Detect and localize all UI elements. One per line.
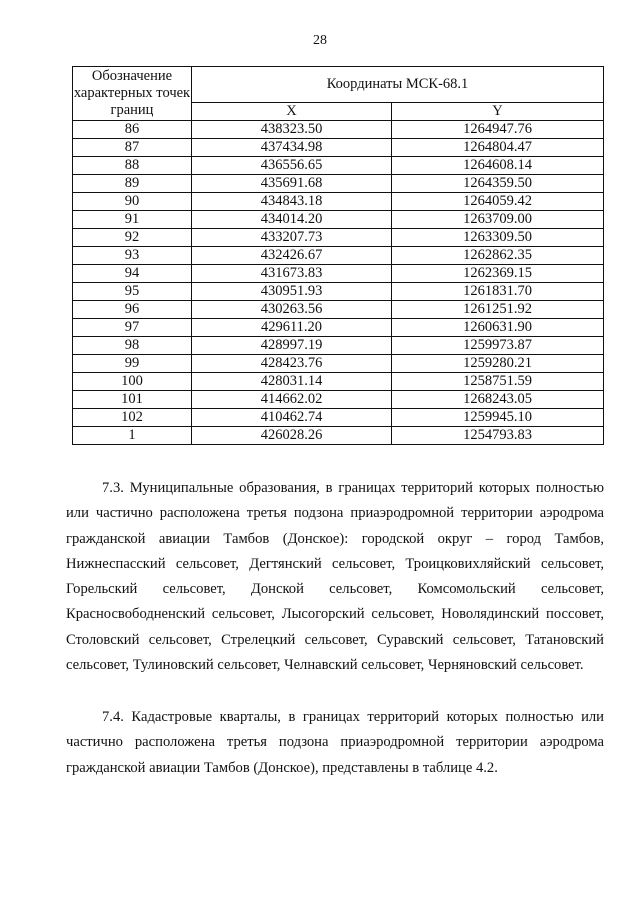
- table-row: [73, 301, 604, 319]
- cell-x: 414662.02: [192, 391, 392, 409]
- coordinates-table: [72, 66, 604, 445]
- table-row: [73, 427, 604, 445]
- cell-point: 89: [73, 175, 192, 193]
- cell-y: 1260631.90: [392, 319, 604, 337]
- cell-point: 99: [73, 355, 192, 373]
- cell-x: 438323.50: [192, 121, 392, 139]
- cell-x: 432426.67: [192, 247, 392, 265]
- cell-x: 430263.56: [192, 301, 392, 319]
- table-row: [73, 337, 604, 355]
- table-row: [73, 211, 604, 229]
- cell-point: 101: [73, 391, 192, 409]
- cell-y: 1262369.15: [392, 265, 604, 283]
- table-row: [73, 229, 604, 247]
- cell-point: 95: [73, 283, 192, 301]
- cell-y: 1261251.92: [392, 301, 604, 319]
- cell-y: 1263709.00: [392, 211, 604, 229]
- header-x: X: [192, 103, 392, 121]
- cell-point: 100: [73, 373, 192, 391]
- cell-x: 428031.14: [192, 373, 392, 391]
- cell-point: 1: [73, 427, 192, 445]
- table-row: [73, 157, 604, 175]
- cell-x: 428997.19: [192, 337, 392, 355]
- table-row: [73, 121, 604, 139]
- cell-y: 1264804.47: [392, 139, 604, 157]
- paragraph-7-3-text: 7.3. Муниципальные образования, в границах территорий которых полностью или частично расположена третья подзона приаэродромной территории аэродрома гражданской авиации Тамбов (Донское): городской округ – город Тамбов, Нижнеспасский сельсовет, Дегтянский сельсовет, Троицковихляйский сельсовет, Горельский сельсовет, Донской сельсовет, Комсомольский сельсовет, Красносвободненский сельсовет, Лысогорский сельсовет, Новолядинский поссовет, Столовский сельсовет, Стрелецкий сельсовет, Суравский сельсовет, Татановский сельсовет, Тулиновский сельсовет, Челнавский сельсовет, Черняновский сельсовет.: [66, 480, 604, 674]
- cell-point: 94: [73, 265, 192, 283]
- cell-y: 1268243.05: [392, 391, 604, 409]
- cell-x: 435691.68: [192, 175, 392, 193]
- paragraph-7-4: [66, 705, 604, 781]
- cell-x: 434014.20: [192, 211, 392, 229]
- cell-point: 86: [73, 121, 192, 139]
- cell-y: 1254793.83: [392, 427, 604, 445]
- cell-y: 1259945.10: [392, 409, 604, 427]
- cell-y: 1264947.76: [392, 121, 604, 139]
- cell-x: 410462.74: [192, 409, 392, 427]
- table-row: [73, 373, 604, 391]
- cell-y: 1264359.50: [392, 175, 604, 193]
- header-y: Y: [392, 103, 604, 121]
- cell-point: 88: [73, 157, 192, 175]
- table-row: [73, 193, 604, 211]
- paragraph-7-4-text: 7.4. Кадастровые кварталы, в границах территорий которых полностью или частично расположена третья подзона приаэродромной территории аэродрома гражданской авиации Тамбов (Донское), представлены в таблице 4.2.: [66, 709, 604, 776]
- cell-point: 97: [73, 319, 192, 337]
- cell-x: 434843.18: [192, 193, 392, 211]
- cell-point: 91: [73, 211, 192, 229]
- cell-point: 90: [73, 193, 192, 211]
- header-coordinates: Координаты МСК-68.1: [192, 67, 604, 103]
- cell-point: 96: [73, 301, 192, 319]
- cell-y: 1264059.42: [392, 193, 604, 211]
- coordinates-table-body: [73, 121, 604, 445]
- cell-x: 428423.76: [192, 355, 392, 373]
- cell-y: 1259973.87: [392, 337, 604, 355]
- table-row: [73, 175, 604, 193]
- cell-point: 98: [73, 337, 192, 355]
- paragraph-7-3: [66, 476, 604, 678]
- cell-x: 429611.20: [192, 319, 392, 337]
- table-row: [73, 247, 604, 265]
- cell-y: 1259280.21: [392, 355, 604, 373]
- cell-point: 93: [73, 247, 192, 265]
- table-row: [73, 391, 604, 409]
- table-row: [73, 319, 604, 337]
- table-row: [73, 265, 604, 283]
- header-point-label: Обозначение характерных точек границ: [73, 67, 192, 121]
- table-row: [73, 355, 604, 373]
- table-row: [73, 139, 604, 157]
- cell-y: 1263309.50: [392, 229, 604, 247]
- cell-y: 1261831.70: [392, 283, 604, 301]
- cell-x: 426028.26: [192, 427, 392, 445]
- cell-x: 437434.98: [192, 139, 392, 157]
- cell-point: 92: [73, 229, 192, 247]
- page-number: 28: [313, 33, 327, 48]
- table-row: [73, 283, 604, 301]
- table-row: [73, 409, 604, 427]
- cell-y: 1262862.35: [392, 247, 604, 265]
- cell-y: 1264608.14: [392, 157, 604, 175]
- cell-x: 436556.65: [192, 157, 392, 175]
- cell-point: 87: [73, 139, 192, 157]
- cell-x: 433207.73: [192, 229, 392, 247]
- cell-point: 102: [73, 409, 192, 427]
- cell-y: 1258751.59: [392, 373, 604, 391]
- cell-x: 431673.83: [192, 265, 392, 283]
- cell-x: 430951.93: [192, 283, 392, 301]
